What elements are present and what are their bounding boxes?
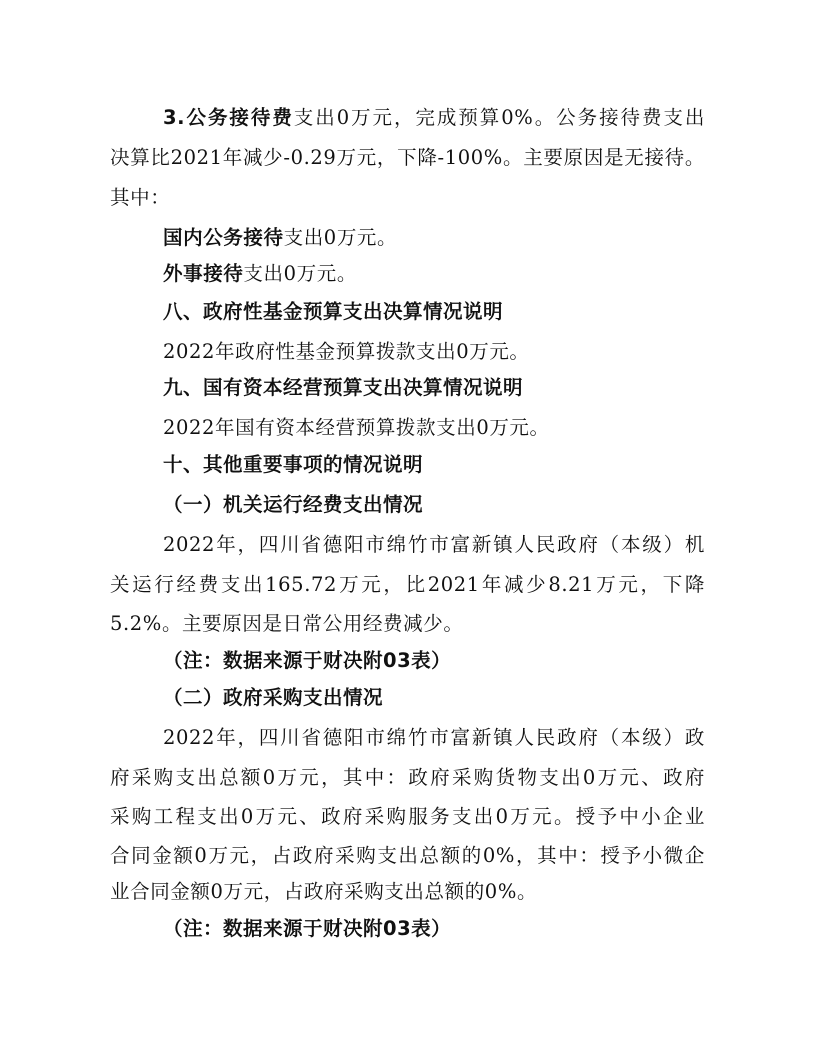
section-8-heading: 八、政府性基金预算支出决算情况说明: [163, 300, 504, 323]
section-9-body: 2022年国有资本经营预算拨款支出0万元。: [163, 416, 550, 439]
subsection-2-line-2: 府采购支出总额0万元，其中：政府采购货物支出0万元、政府: [110, 766, 705, 789]
foreign-reception-text: 支出0万元。: [243, 262, 357, 285]
subsection-2-line-4: 合同金额0万元，占政府采购支出总额的0%，其中：授予小微企: [110, 844, 705, 867]
reception-fee-text: 支出0万元，完成预算0%。公务接待费支出: [293, 106, 705, 129]
subsection-2-line-3: 采购工程支出0万元、政府采购服务支出0万元。授予中小企业: [110, 805, 705, 828]
domestic-reception-label: 国内公务接待: [163, 226, 284, 249]
subsection-2-heading: （二）政府采购支出情况: [163, 686, 384, 709]
domestic-reception-text: 支出0万元。: [283, 226, 398, 249]
subsection-2-line-5: 业合同金额0万元，占政府采购支出总额的0%。: [110, 880, 538, 903]
subsection-1-line-2: 关运行经费支出165.72万元，比2021年减少8.21万元，下降: [110, 573, 705, 596]
reception-fee-line-3: 其中：: [110, 186, 171, 209]
subsection-1-line-3: 5.2%。主要原因是日常公用经费减少。: [110, 612, 464, 635]
section-10-heading: 十、其他重要事项的情况说明: [163, 453, 424, 476]
subsection-2-note: （注：数据来源于财决附03表）: [163, 917, 452, 940]
subsection-1-line-1: 2022年，四川省德阳市绵竹市富新镇人民政府（本级）机: [163, 533, 705, 556]
subsection-1-note: （注：数据来源于财决附03表）: [163, 649, 452, 672]
reception-fee-line-1: [163, 104, 705, 132]
subsection-1-heading: （一）机关运行经费支出情况: [163, 493, 424, 516]
reception-fee-label: 3.公务接待费: [163, 106, 294, 129]
subsection-2-line-1: 2022年，四川省德阳市绵竹市富新镇人民政府（本级）政: [163, 726, 705, 749]
reception-fee-line-2: 决算比2021年减少-0.29万元，下降-100%。主要原因是无接待。: [110, 146, 705, 169]
domestic-reception-line: [163, 224, 815, 252]
foreign-reception-label: 外事接待: [163, 262, 244, 285]
section-8-body: 2022年政府性基金预算拨款支出0万元。: [163, 340, 530, 363]
section-9-heading: 九、国有资本经营预算支出决算情况说明: [163, 376, 524, 399]
foreign-reception-line: [163, 260, 815, 288]
